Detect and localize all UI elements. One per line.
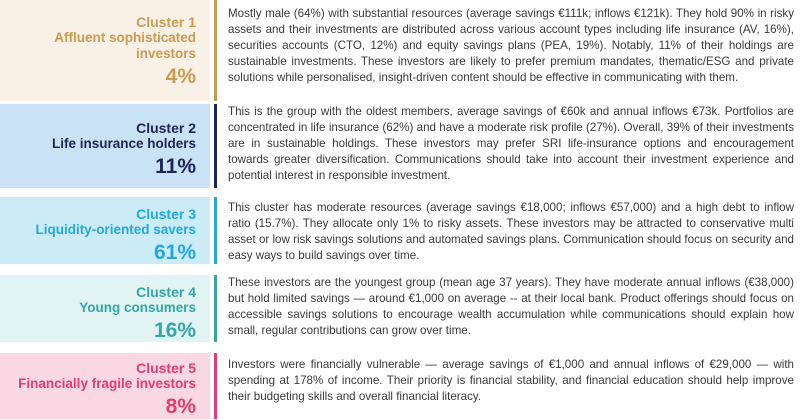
cluster-1-name-line1: Affluent sophisticated <box>54 30 196 45</box>
cluster-5-percent: 8% <box>165 395 196 418</box>
cluster-4-label: Cluster 4 <box>136 284 196 300</box>
cluster-1-box <box>0 0 210 101</box>
cluster-2-name: Life insurance holders <box>51 136 196 151</box>
cluster-4-description: These investors are the youngest group (mean age 37 years). They have moderate annual inflows (€38,000) but hold limited savings — around €1,000 on average -- at their local bank. Product offerings should focus on accessible savings solutions to encourage wealth accumulation while communications should explain how small, regular contributions can grow over time. <box>228 276 794 337</box>
cluster-4-accent-bar <box>214 275 217 342</box>
cluster-4-row <box>0 275 800 342</box>
cluster-2-description: This is the group with the oldest members, average savings of €60k and annual inflows €73k. Portfolios are concentrated in life insurance (62%) and have a moderate risk profile (27%). Overall, 39% of their investments are in sustainable holdings. These investors may prefer SRI life-insurance options and encouragement towards greater diversification. Communications should take into account their investment experience and potential interest in responsible investment. <box>228 105 794 182</box>
cluster-2-row <box>0 104 800 188</box>
cluster-1-percent: 4% <box>165 65 196 88</box>
cluster-5-description: Investors were financially vulnerable — average savings of €1,000 and annual inflows of €29,000 — with spending at 178% of income. Their priority is financial stability, and financial education should help improve their budgeting skills and overall financial literacy. <box>228 358 794 403</box>
cluster-5-row <box>0 353 800 419</box>
cluster-4-box <box>0 275 210 342</box>
cluster-5-name: Financially fragile investors <box>18 376 196 391</box>
cluster-3-description: This cluster has moderate resources (average savings €18,000; inflows €57,000) and a high debt to inflow ratio (15.7%). They allocate only 1% to risky assets. These investors may be attracted to conservative multi asset or low risk savings solutions and automated savings plans. Communication should focus on security and easy ways to build savings over time. <box>228 201 794 262</box>
cluster-3-label: Cluster 3 <box>136 206 196 222</box>
cluster-5-box <box>0 353 210 419</box>
cluster-3-name: Liquidity-oriented savers <box>35 222 196 237</box>
cluster-4-percent: 16% <box>153 319 196 342</box>
cluster-5-label: Cluster 5 <box>136 360 196 376</box>
cluster-2-box <box>0 104 210 188</box>
cluster-3-percent: 61% <box>153 241 196 264</box>
cluster-1-accent-bar <box>214 0 217 101</box>
cluster-5-accent-bar <box>214 353 217 419</box>
cluster-4-name: Young consumers <box>79 300 196 315</box>
cluster-1-name-line2: investors <box>135 46 196 61</box>
cluster-2-percent: 11% <box>155 155 196 178</box>
cluster-3-accent-bar <box>214 197 217 264</box>
cluster-1-row <box>0 0 800 101</box>
cluster-1-description: Mostly male (64%) with substantial resources (average savings €111k; inflows €121k). They hold 90% in risky assets and their investments are distributed across various account types including life insurance (AV, 16%), securities accounts (CTO, 12%) and equity savings plans (PEA, 19%). Notably, 11% of their holdings are sustainable investments. These investors are likely to prefer premium mandates, thematic/ESG and private solutions while personalised, insight-driven content should be effective in communicating with them. <box>228 7 794 84</box>
cluster-2-accent-bar <box>214 104 217 188</box>
cluster-2-label: Cluster 2 <box>136 120 196 136</box>
cluster-3-row <box>0 197 800 264</box>
cluster-1-label: Cluster 1 <box>136 14 196 30</box>
cluster-3-box <box>0 197 210 264</box>
